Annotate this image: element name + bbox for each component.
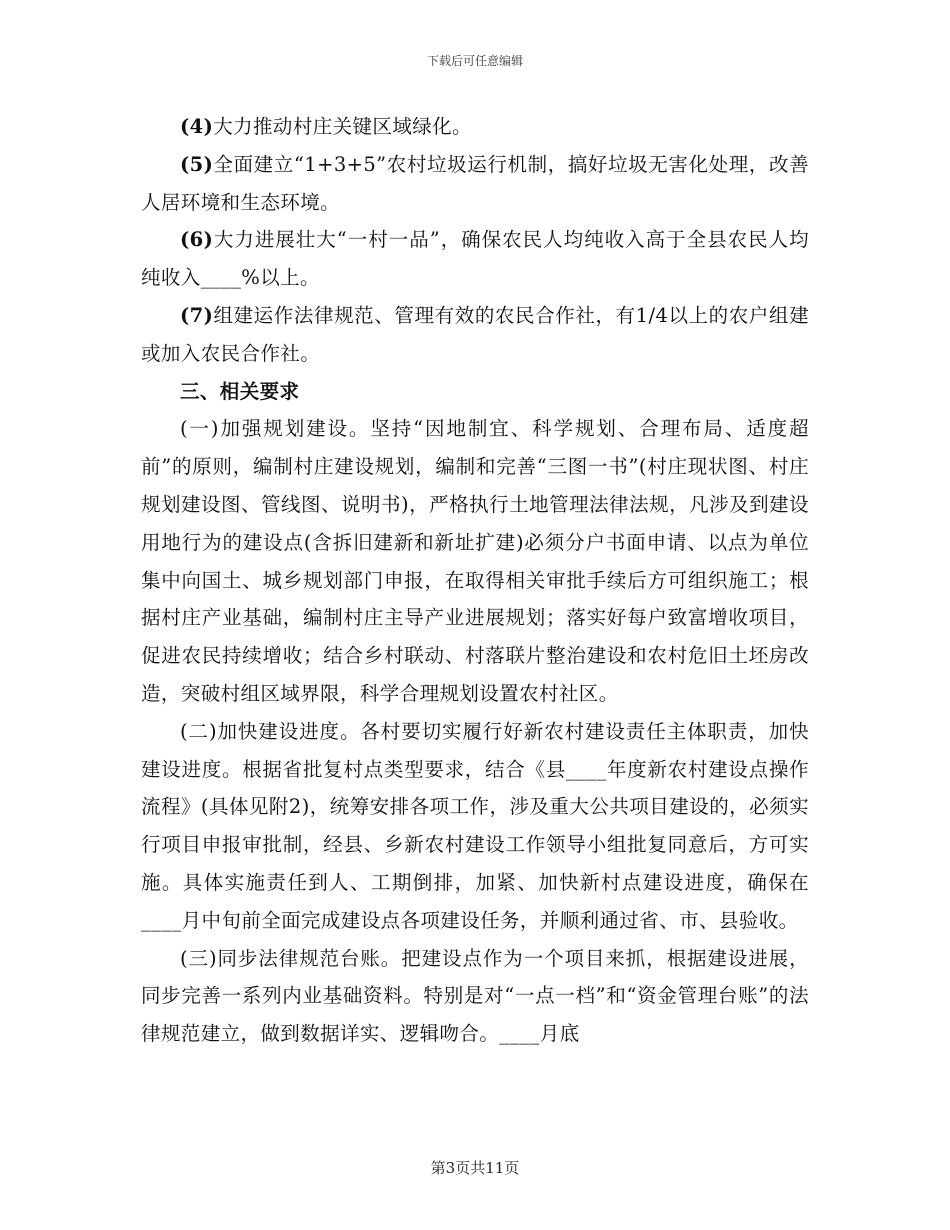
- paragraph-planning: (一)加强规划建设。坚持“因地制宜、科学规划、合理布局、适度超前”的原则，编制村庄建设规划，编制和完善“三图一书”(村庄现状图、村庄规划建设图、管线图、说明书)，严格执行土地管理法律法规，凡涉及到建设用地行为的建设点(含拆旧建新和新址扩建)必须分户书面申请、以点为单位集中向国土、城乡规划部门申报，在取得相关审批手续后方可组织施工；根据村庄产业基础，编制村庄主导产业进展规划；落实好每户致富增收项目，促进农民持续增收；结合乡村联动、村落联片整治建设和农村危旧土坯房改造，突破村组区域界限，科学合理规划设置农村社区。: [141, 417, 809, 705]
- list-item-4: (4)大力推动村庄关键区域绿化。: [180, 115, 472, 138]
- document-body: [141, 108, 809, 1053]
- section-heading: 三、相关要求: [180, 379, 300, 403]
- item-number: (5): [180, 152, 214, 176]
- paragraph-ledger: (三)同步法律规范台账。把建设点作为一个项目来抓，根据建设进展，同步完善一系列内业基础资料。特别是对“一点一档”和“资金管理台账”的法律规范建立，做到数据详实、逻辑吻合。____月底: [141, 946, 809, 1046]
- item-number: (4): [180, 115, 214, 138]
- list-item-5: (5)全面建立“1+3+5”农村垃圾运行机制，搞好垃圾无害化处理，改善人居环境和生态环境。: [141, 152, 809, 214]
- paragraph-progress: (二)加快建设进度。各村要切实履行好新农村建设责任主体职责，加快建设进度。根据省批复村点类型要求，结合《县____年度新农村建设点操作流程》(具体见附2)，统筹安排各项工作，涉及重大公共项目建设的，必须实行项目申报审批制，经县、乡新农村建设工作领导小组批复同意后，方可实施。具体实施责任到人、工期倒排，加紧、加快新村点建设进度，确保在____月中旬前全面完成建设点各项建设任务，并顺利通过省、市、县验收。: [141, 719, 809, 932]
- item-number: (7): [180, 303, 214, 327]
- list-item-6: (6)大力进展壮大“一村一品”，确保农民人均纯收入高于全县农民人均纯收入____%以上。: [141, 228, 809, 290]
- page-footer: 第3页共11页: [430, 1159, 520, 1177]
- list-item-7: (7)组建运作法律规范、管理有效的农民合作社，有1/4以上的农户组建或加入农民合作社。: [141, 303, 809, 365]
- page-header: 下载后可任意编辑: [426, 54, 523, 68]
- item-number: (6): [180, 228, 214, 252]
